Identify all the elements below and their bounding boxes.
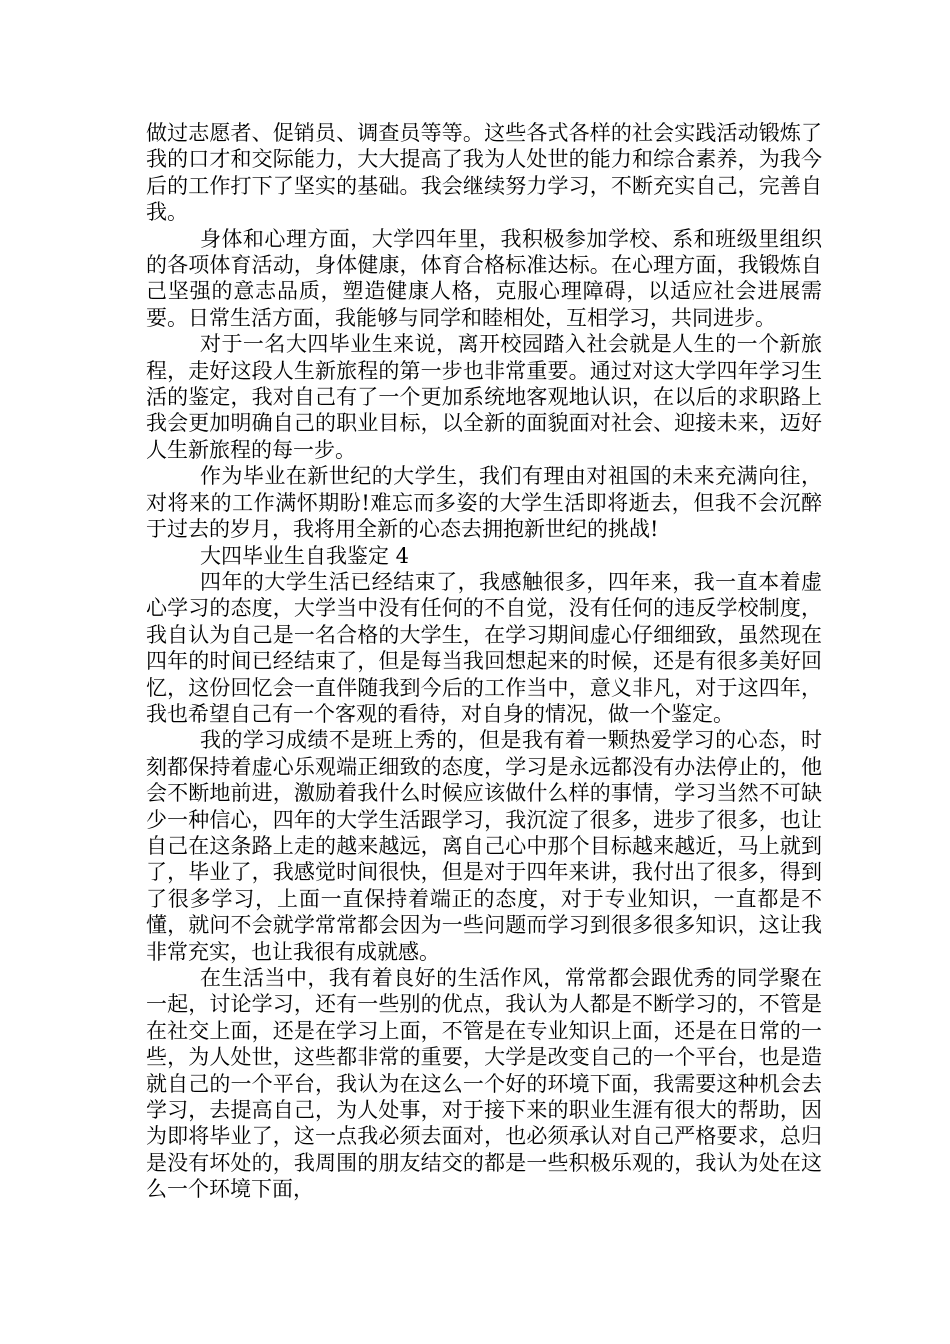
section-title: 大四毕业生自我鉴定 4 <box>200 543 410 568</box>
paragraph-life: 在生活当中，我有着良好的生活作风，常常都会跟优秀的同学聚在一起，讨论学习，还有一些别的优点，我认为人都是不断学习的，不管是在社交上面，还是在学习上面，不管是在专业知识上面，还是在日常的一些，为人处世，这些都非常的重要，大学是改变自己的一个平台，也是造就自己的一个平台，我认为在这么一个好的环境下面，我需要这种机会去学习，去提高自己，为人处事，对于接下来的职业生涯有很大的帮助，因为即将毕业了，这一点我必须去面对，也必须承认对自己严格要求，总归是没有坏处的，我周围的朋友结交的都是一些积极乐观的，我认为处在这么一个环境下面， <box>146 966 822 1202</box>
paragraph-study: 我的学习成绩不是班上秀的，但是我有着一颗热爱学习的心态，时刻都保持着虚心乐观端正细致的态度，学习是永远都没有办法停止的，他会不断地前进，激励着我什么时候应该做什么样的事情，学习当然不可缺少一种信心，四年的大学生活跟学习，我沉淀了很多，进步了很多，也让自己在这条路上走的越来越远，离自己心中那个目标越来越近，马上就到了，毕业了，我感觉时间很快，但是对于四年来讲，我付出了很多，得到了很多学习，上面一直保持着端正的态度，对于专业知识，一直都是不懂，就问不会就学常常都会因为一些问题而学习到很多很多知识，这让我非常充实，也让我很有成就感。 <box>146 728 822 964</box>
paragraph-practice: 做过志愿者、促销员、调查员等等。这些各式各样的社会实践活动锻炼了我的口才和交际能力，大大提高了我为人处世的能力和综合素养，为我今后的工作打下了坚实的基础。我会继续努力学习，不断充实自己，完善自我。 <box>146 121 822 225</box>
paragraph-new-journey: 对于一名大四毕业生来说，离开校园踏入社会就是人生的一个新旅程，走好这段人生新旅程的第一步也非常重要。通过对这大学四年学习生活的鉴定，我对自己有了一个更加系统地客观地认识，在以后的求职路上我会更加明确自己的职业目标，以全新的面貌面对社会、迎接未来，迈好人生新旅程的每一步。 <box>146 332 822 462</box>
paragraph-physical-mental: 身体和心理方面，大学四年里，我积极参加学校、系和班级里组织的各项体育活动，身体健康，体育合格标准达标。在心理方面，我锻炼自己坚强的意志品质，塑造健康人格，克服心理障碍，以适应社会进展需要。日常生活方面，我能够与同学和睦相处，互相学习，共同进步。 <box>146 226 822 330</box>
paragraph-new-century: 作为毕业在新世纪的大学生，我们有理由对祖国的未来充满向往，对将来的工作满怀期盼!难忘而多姿的大学生活即将逝去，但我不会沉醉于过去的岁月，我将用全新的心态去拥抱新世纪的挑战! <box>146 464 822 542</box>
document-page <box>146 120 822 1203</box>
paragraph-four-years: 四年的大学生活已经结束了，我感触很多，四年来，我一直本着虚心学习的态度，大学当中没有任何的不自觉，没有任何的违反学校制度，我自认为自己是一名合格的大学生，在学习期间虚心仔细细致，虽然现在四年的时间已经结束了，但是每当我回想起来的时候，还是有很多美好回忆，这份回忆会一直伴随我到今后的工作当中，意义非凡，对于这四年，我也希望自己有一个客观的看待，对自身的情况，做一个鉴定。 <box>146 569 822 726</box>
